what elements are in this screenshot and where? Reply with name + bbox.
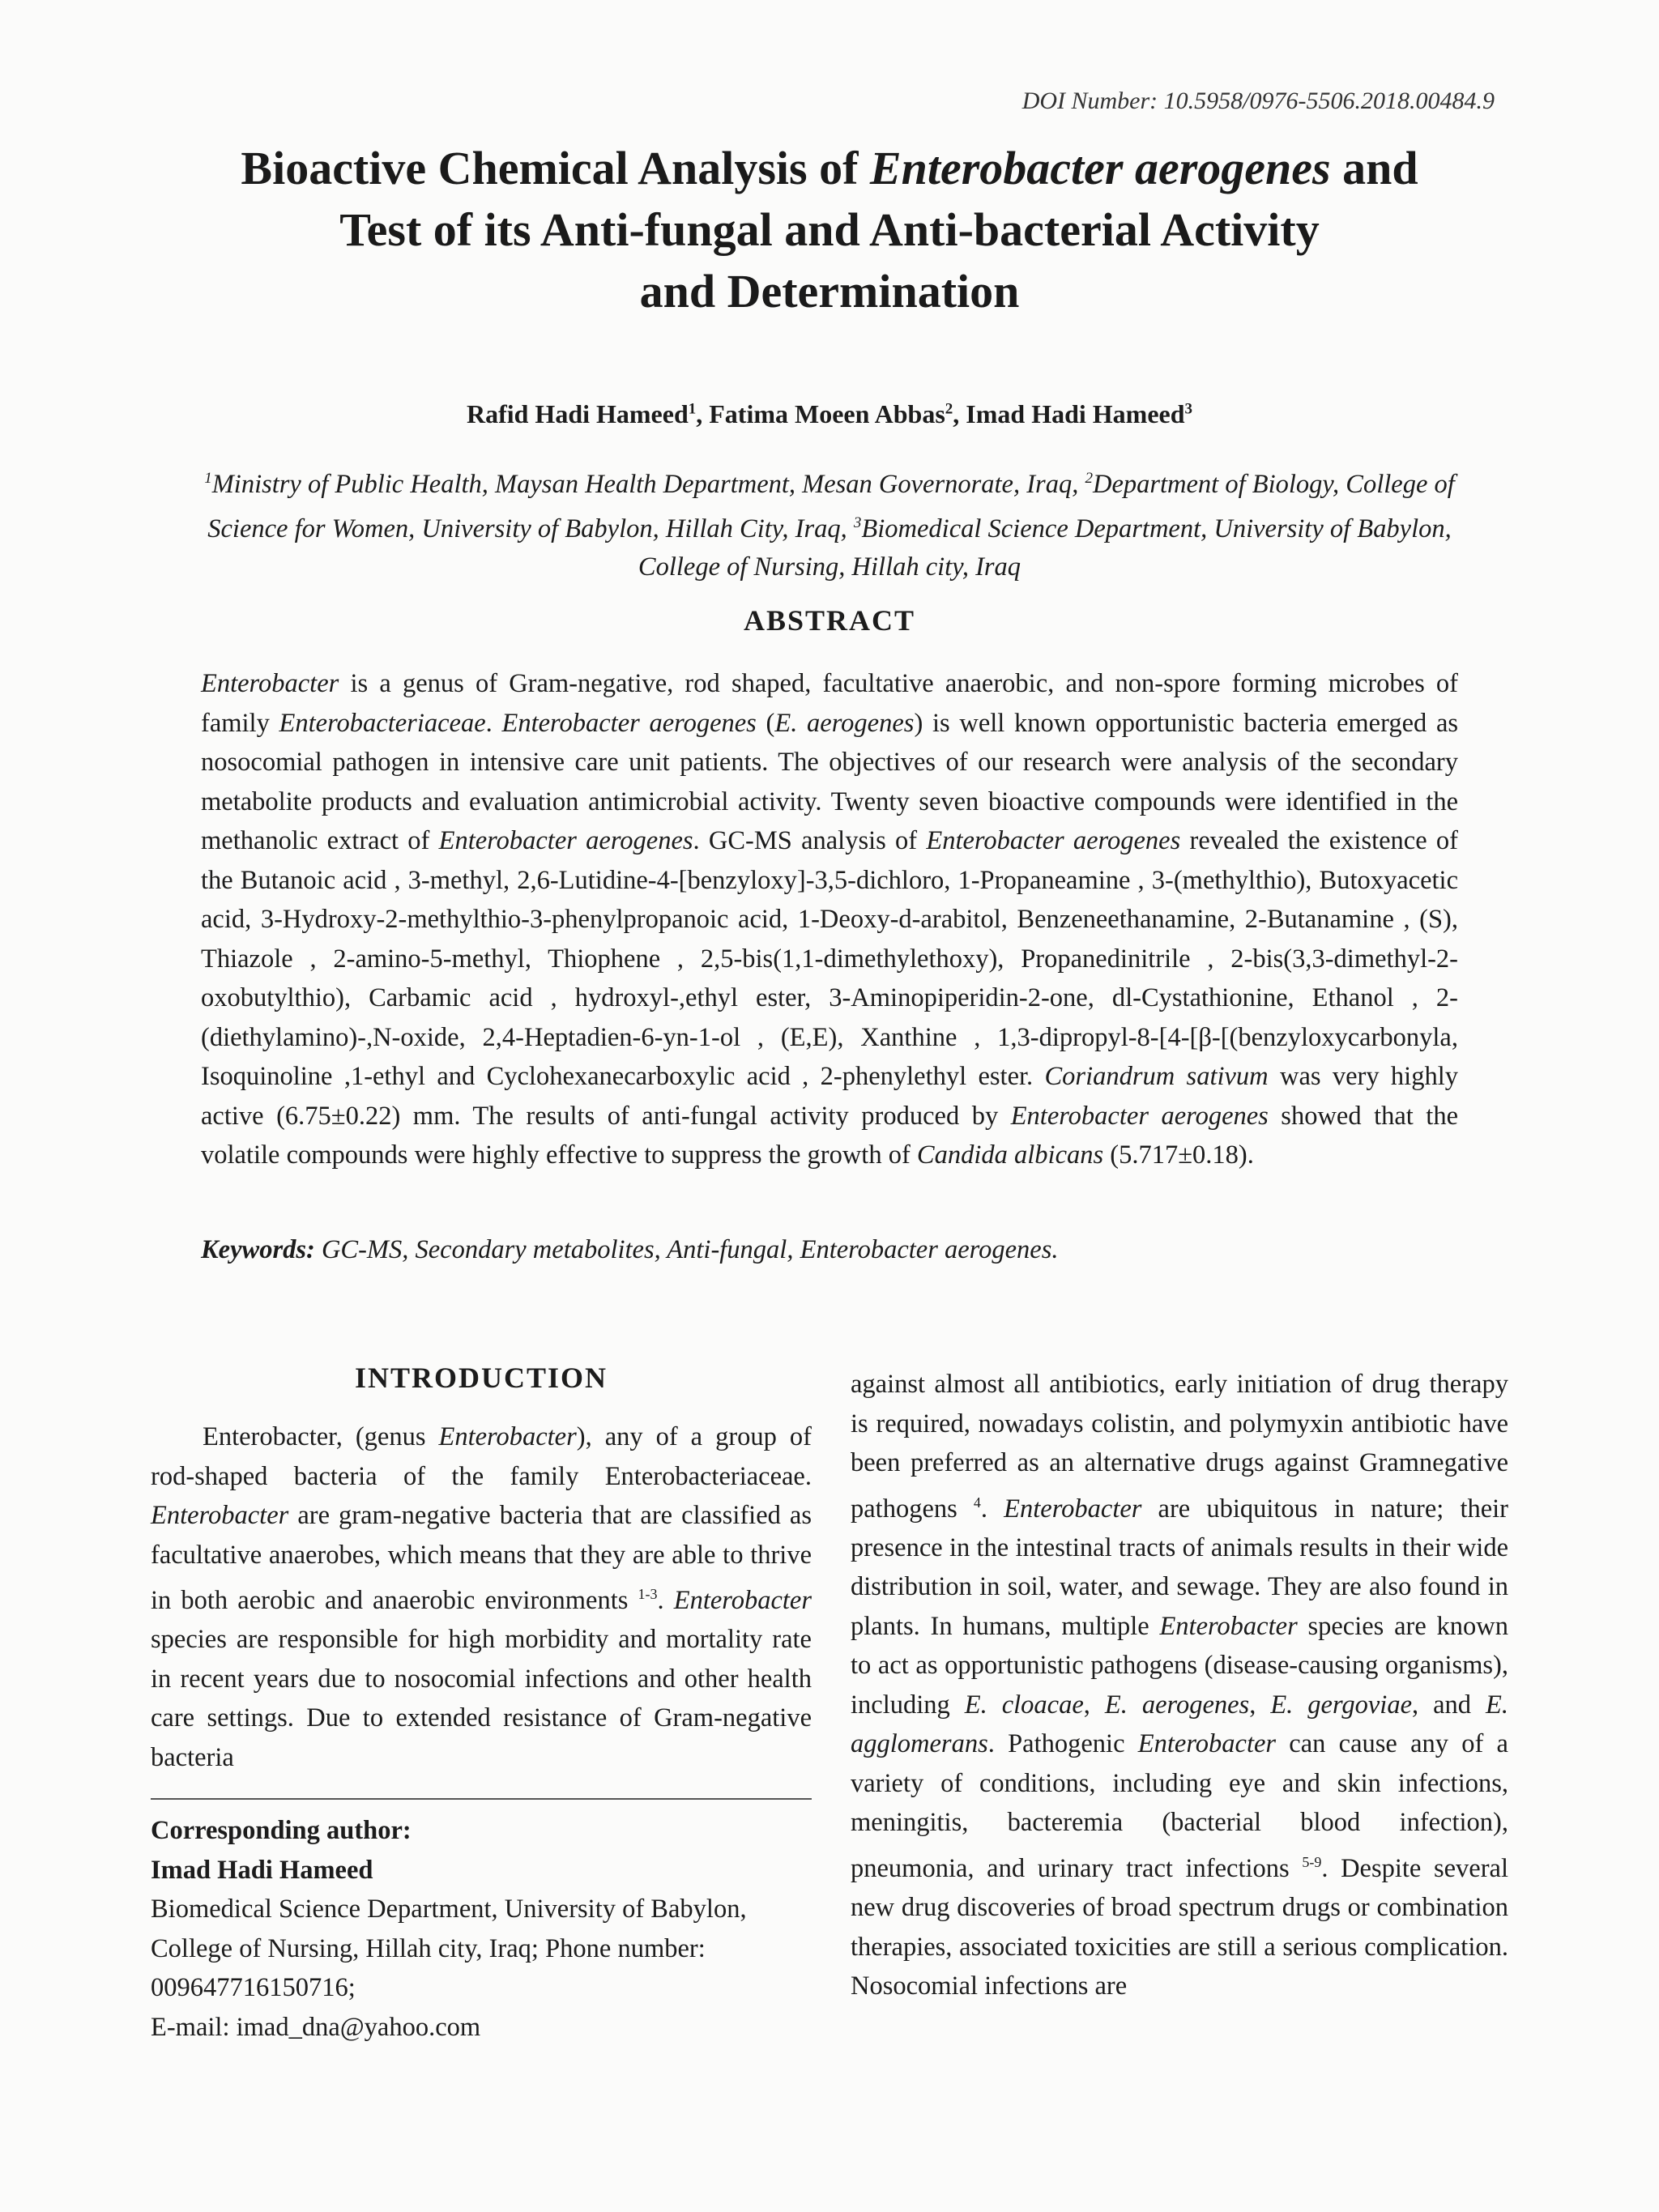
- abstract-text: was very highly active (6.75±0.22) mm. The results of anti-fungal activity produced by: [201, 1062, 1458, 1131]
- species-name: E. aerogenes: [1104, 1690, 1250, 1720]
- species-name: E. gergoviae: [1270, 1690, 1413, 1720]
- citation-ref: 1-3: [638, 1586, 658, 1602]
- corresponding-address: Biomedical Science Department, University of Babylon, College of Nursing, Hillah city, Iraq; Phone number: 009647716150716;: [151, 1894, 747, 2003]
- affiliations: [194, 459, 1465, 586]
- abstract-body: [201, 664, 1458, 1175]
- body-text: against almost all antibiotics, early initiation of drug therapy is required, nowadays colistin, and polymyxin antibiotic have been preferred as an alternative drugs against Gramnegative pathogens: [851, 1370, 1508, 1524]
- right-column: [851, 1365, 1508, 2006]
- keywords-text: GC-MS, Secondary metabolites, Anti-fungal, Enterobacter aerogenes.: [314, 1235, 1059, 1264]
- title-text: Test of its Anti-fungal and Anti-bacterial Activity: [339, 203, 1320, 256]
- author-name: , Imad Hadi Hameed: [953, 399, 1185, 428]
- affiliation-text: Department of Biology, College of Science for Women, University of Babylon, Hillah City, Iraq,: [207, 469, 1455, 543]
- abstract-text: . GC-MS analysis of: [693, 826, 927, 855]
- species-name: Enterobacter: [673, 1585, 812, 1615]
- keywords-label: Keywords:: [201, 1235, 315, 1264]
- species-name: Coriandrum sativum: [1044, 1062, 1269, 1091]
- title-text: and Determination: [639, 265, 1020, 318]
- body-text: .: [980, 1494, 1004, 1524]
- abstract-heading: ABSTRACT: [743, 604, 916, 637]
- paper-title: [162, 138, 1497, 322]
- abstract-text: (5.717±0.18).: [1103, 1140, 1254, 1170]
- species-name: Enterobacter aerogenes: [438, 826, 693, 855]
- footnote-divider: [151, 1798, 812, 1800]
- abstract-text: showed that the volatile compounds were highly effective to suppress the growth of: [201, 1101, 1458, 1170]
- corresponding-name: Imad Hadi Hameed: [151, 1855, 373, 1885]
- affiliation-mark: 1: [204, 470, 212, 487]
- abstract-text: .: [485, 708, 502, 738]
- species-name: E. agglomerans: [851, 1690, 1509, 1759]
- left-column: [151, 1361, 812, 2047]
- body-text: are gram-negative bacteria that are classified as facultative anaerobes, which means that they are able to thrive in both aerobic and anaerobic environments: [151, 1501, 812, 1615]
- abstract-text: is a genus of Gram-negative, rod shaped, facultative anaerobic, and non-spore forming microbes of family: [201, 669, 1458, 738]
- introduction-paragraph-continued: [851, 1365, 1508, 2006]
- affiliation-mark: 3: [853, 514, 862, 531]
- author-affiliation-mark: 2: [945, 400, 953, 418]
- abstract-text: revealed the existence of the Butanoic acid , 3-methyl, 2,6-Lutidine-4-[benzyloxy]-3,5-dichloro, 1-Propaneamine , 3-(methylthio), Butoxyacetic acid, 3-Hydroxy-2-methylthio-3-phenylpropanoic acid, 1-Deoxy-d-arabitol, Benzeneethanamine, 2-Butanamine , (S), Thiazole , 2-amino-5-methyl, Thiophene , 2,5-bis(1,1-dimethylethoxy), Propanedinitrile , 2-bis(3,3-dimethyl-2-oxobutylthio), Carbamic acid , hydroxyl-,ethyl ester, 3-Aminopiperidin-2-one, dl-Cystathionine, Ethanol , 2-(diethylamino)-,N-oxide, 2,4-Heptadien-6-yn-1-ol , (E,E), Xanthine , 1,3-dipropyl-8-[4-[β-[(benzyloxycarbonyla, Isoquinoline ,1-ethyl and Cyclohexanecarboxylic acid , 2-phenylethyl ester.: [201, 826, 1458, 1091]
- species-name: Enterobacter: [438, 1422, 577, 1451]
- species-name: E. aerogenes: [774, 708, 915, 738]
- species-name: Candida albicans: [916, 1140, 1104, 1170]
- title-species: Enterobacter aerogenes: [869, 142, 1331, 194]
- species-name: E. cloacae: [964, 1690, 1084, 1720]
- corresponding-label: Corresponding author:: [151, 1816, 412, 1846]
- body-text: species are known to act as opportunistic pathogens (disease-causing organisms), including: [851, 1611, 1508, 1720]
- body-text: . Pathogenic: [987, 1729, 1138, 1759]
- body-text: can cause any of a variety of conditions, including eye and skin infections, meningitis, bacteremia (bacterial blood infection), pneumonia, and urinary tract infections: [851, 1729, 1508, 1883]
- species-name: Enterobacter aerogenes: [926, 826, 1181, 855]
- author-list: [162, 399, 1497, 429]
- body-text: ), any of a group of rod-shaped bacteria of the family Enterobacteriaceae.: [151, 1422, 812, 1491]
- species-name: Enterobacter aerogenes: [1010, 1101, 1269, 1131]
- affiliation-text: Ministry of Public Health, Maysan Health Department, Mesan Governorate, Iraq,: [211, 469, 1085, 499]
- citation-ref: 4: [973, 1494, 981, 1511]
- author-affiliation-mark: 1: [688, 400, 697, 418]
- body-text: , and: [1412, 1690, 1486, 1720]
- corresponding-email[interactable]: E-mail: imad_dna@yahoo.com: [151, 2012, 481, 2042]
- title-text: and: [1330, 142, 1418, 194]
- introduction-heading: INTRODUCTION: [354, 1362, 608, 1394]
- keywords: [201, 1235, 1458, 1265]
- title-text: Bioactive Chemical Analysis of: [241, 142, 870, 194]
- species-name: Enterobacter: [201, 669, 339, 698]
- author-affiliation-mark: 3: [1184, 400, 1193, 418]
- species-name: Enterobacter: [1137, 1729, 1277, 1759]
- author-name: , Fatima Moeen Abbas: [696, 399, 945, 428]
- body-text: Enterobacter, (genus: [203, 1422, 439, 1451]
- affiliation-text: Biomedical Science Department, University of Babylon, College of Nursing, Hillah city, Iraq: [638, 514, 1452, 582]
- abstract-text: ) is well known opportunistic bacteria emerged as nosocomial pathogen in intensive care unit patients. The objectives of our research were analysis of the secondary metabolite products and evaluation antimicrobial activity. Twenty seven bioactive compounds were identified in the methanolic extract of: [201, 708, 1459, 855]
- citation-ref: 5-9: [1302, 1853, 1322, 1870]
- author-name: Rafid Hadi Hameed: [466, 399, 689, 428]
- species-name: Enterobacteriaceae: [279, 708, 486, 738]
- corresponding-author: [151, 1811, 812, 2047]
- abstract-text: (: [756, 708, 775, 738]
- species-name: Enterobacter: [1159, 1611, 1298, 1641]
- body-text: species are responsible for high morbidity and mortality rate in recent years due to nosocomial infections and other health care settings. Due to extended resistance of Gram-negative bacteria: [151, 1625, 812, 1772]
- species-name: Enterobacter aerogenes: [501, 708, 757, 738]
- affiliation-mark: 2: [1085, 470, 1093, 487]
- body-text: ,: [1249, 1690, 1271, 1720]
- body-text: .: [657, 1585, 674, 1615]
- doi-number: DOI Number: 10.5958/0976-5506.2018.00484.9: [1021, 87, 1495, 114]
- species-name: Enterobacter: [151, 1501, 289, 1530]
- species-name: Enterobacter: [1004, 1494, 1142, 1524]
- body-text: . Despite several new drug discoveries of broad spectrum drugs or combination therapies, associated toxicities are still a serious complication. Nosocomial infections are: [851, 1853, 1509, 2001]
- body-text: are ubiquitous in nature; their presence in the intestinal tracts of animals results in their wide distribution in soil, water, and sewage. They are also found in plants. In humans, multiple: [851, 1494, 1509, 1641]
- introduction-paragraph: [151, 1417, 812, 1777]
- body-text: ,: [1083, 1690, 1105, 1720]
